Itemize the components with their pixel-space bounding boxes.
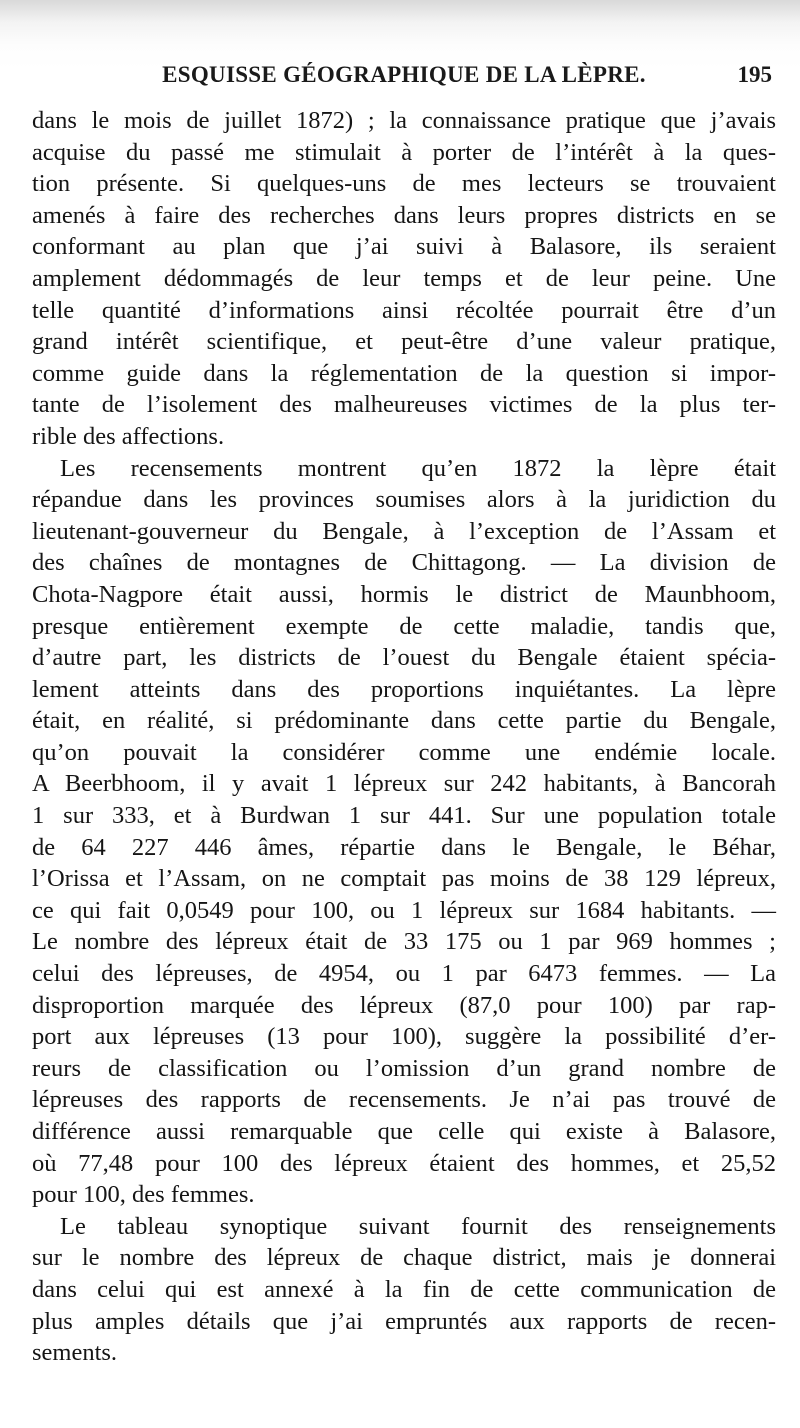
paragraph — [32, 453, 776, 1211]
text-line: presque entièrement exempte de cette maladie, tandis que, — [32, 612, 776, 640]
text-line: qu’on pouvait la considérer comme une endémie locale. — [32, 738, 776, 766]
running-title: ESQUISSE GÉOGRAPHIQUE DE LA LÈPRE. — [162, 62, 646, 87]
text-line: 1 sur 333, et à Burdwan 1 sur 441. Sur une population totale — [32, 802, 776, 830]
text-line: pour 100, des femmes. — [32, 1181, 255, 1209]
text-line: tion présente. Si quelques-uns de mes lecteurs se trouvaient — [32, 170, 776, 198]
text-line: rible des affections. — [32, 422, 225, 450]
text-line: différence aussi remarquable que celle qui existe à Balasore, — [32, 1118, 776, 1145]
text-line: Le tableau synoptique suivant fournit des renseignements — [60, 1212, 776, 1240]
text-line: sur le nombre des lépreux de chaque district, mais je donnerai — [32, 1244, 776, 1272]
body-text — [32, 105, 776, 1369]
text-line: conformant au plan que j’ai suivi à Balasore, ils seraient — [32, 233, 776, 261]
text-line: lieutenant-gouverneur du Bengale, à l’exception de l’Assam et — [32, 517, 776, 545]
text-line: des chaînes de montagnes de Chittagong. — La division de — [32, 549, 776, 577]
text-line: A Beerbhoom, il y avait 1 lépreux sur 242 habitants, à Bancorah — [32, 770, 776, 798]
text-line: comme guide dans la réglementation de la question si impor- — [32, 359, 776, 387]
text-line: acquise du passé me stimulait à porter de l’intérêt à la ques- — [32, 138, 776, 166]
text-line: celui des lépreuses, de 4954, ou 1 par 6473 femmes. — La — [32, 960, 776, 988]
text-line: était, en réalité, si prédominante dans cette partie du Bengale, — [32, 707, 776, 735]
text-line: plus amples détails que j’ai empruntés aux rapports de recen- — [32, 1307, 776, 1335]
text-line: Le nombre des lépreux était de 33 175 ou 1 par 969 hommes ; — [32, 928, 776, 956]
text-line: l’Orissa et l’Assam, on ne comptait pas moins de 38 129 lépreux, — [32, 865, 776, 893]
text-line: port aux lépreuses (13 pour 100), suggère la possibilité d’er- — [32, 1023, 776, 1051]
text-line: tante de l’isolement des malheureuses victimes de la plus ter- — [32, 391, 776, 419]
paragraph — [32, 1211, 776, 1369]
page-number: 195 — [737, 62, 772, 87]
paragraph — [32, 105, 776, 453]
text-line: grand intérêt scientifique, et peut-être d’une valeur pratique, — [32, 328, 776, 356]
running-header — [32, 62, 776, 98]
text-line: Chota-Nagpore était aussi, hormis le district de Maunbhoom, — [32, 580, 776, 608]
text-line: où 77,48 pour 100 des lépreux étaient des hommes, et 25,52 — [32, 1149, 776, 1177]
text-line: amenés à faire des recherches dans leurs propres districts en se — [32, 201, 776, 229]
text-line: Les recensements montrent qu’en 1872 la lèpre était — [60, 454, 776, 482]
text-line: d’autre part, les districts de l’ouest du Bengale étaient spécia- — [32, 644, 776, 672]
text-line: lépreuses des rapports de recensements. Je n’ai pas trouvé de — [32, 1086, 776, 1114]
text-line: dans celui qui est annexé à la fin de cette communication de — [32, 1275, 776, 1303]
text-line: dans le mois de juillet 1872) ; la connaissance pratique que j’avais — [32, 107, 776, 134]
text-line: disproportion marquée des lépreux (87,0 pour 100) par rap- — [32, 991, 776, 1019]
text-line: ce qui fait 0,0549 pour 100, ou 1 lépreux sur 1684 habitants. — — [32, 896, 776, 924]
text-line: répandue dans les provinces soumises alors à la juridiction du — [32, 486, 776, 514]
text-line: telle quantité d’informations ainsi récoltée pourrait être d’un — [32, 296, 776, 324]
text-line: lement atteints dans des proportions inquiétantes. La lèpre — [32, 675, 776, 703]
text-line: sements. — [32, 1339, 118, 1367]
text-line: reurs de classification ou l’omission d’un grand nombre de — [32, 1054, 776, 1082]
text-line: amplement dédommagés de leur temps et de leur peine. Une — [32, 264, 776, 292]
text-line: de 64 227 446 âmes, répartie dans le Bengale, le Béhar, — [32, 833, 776, 861]
